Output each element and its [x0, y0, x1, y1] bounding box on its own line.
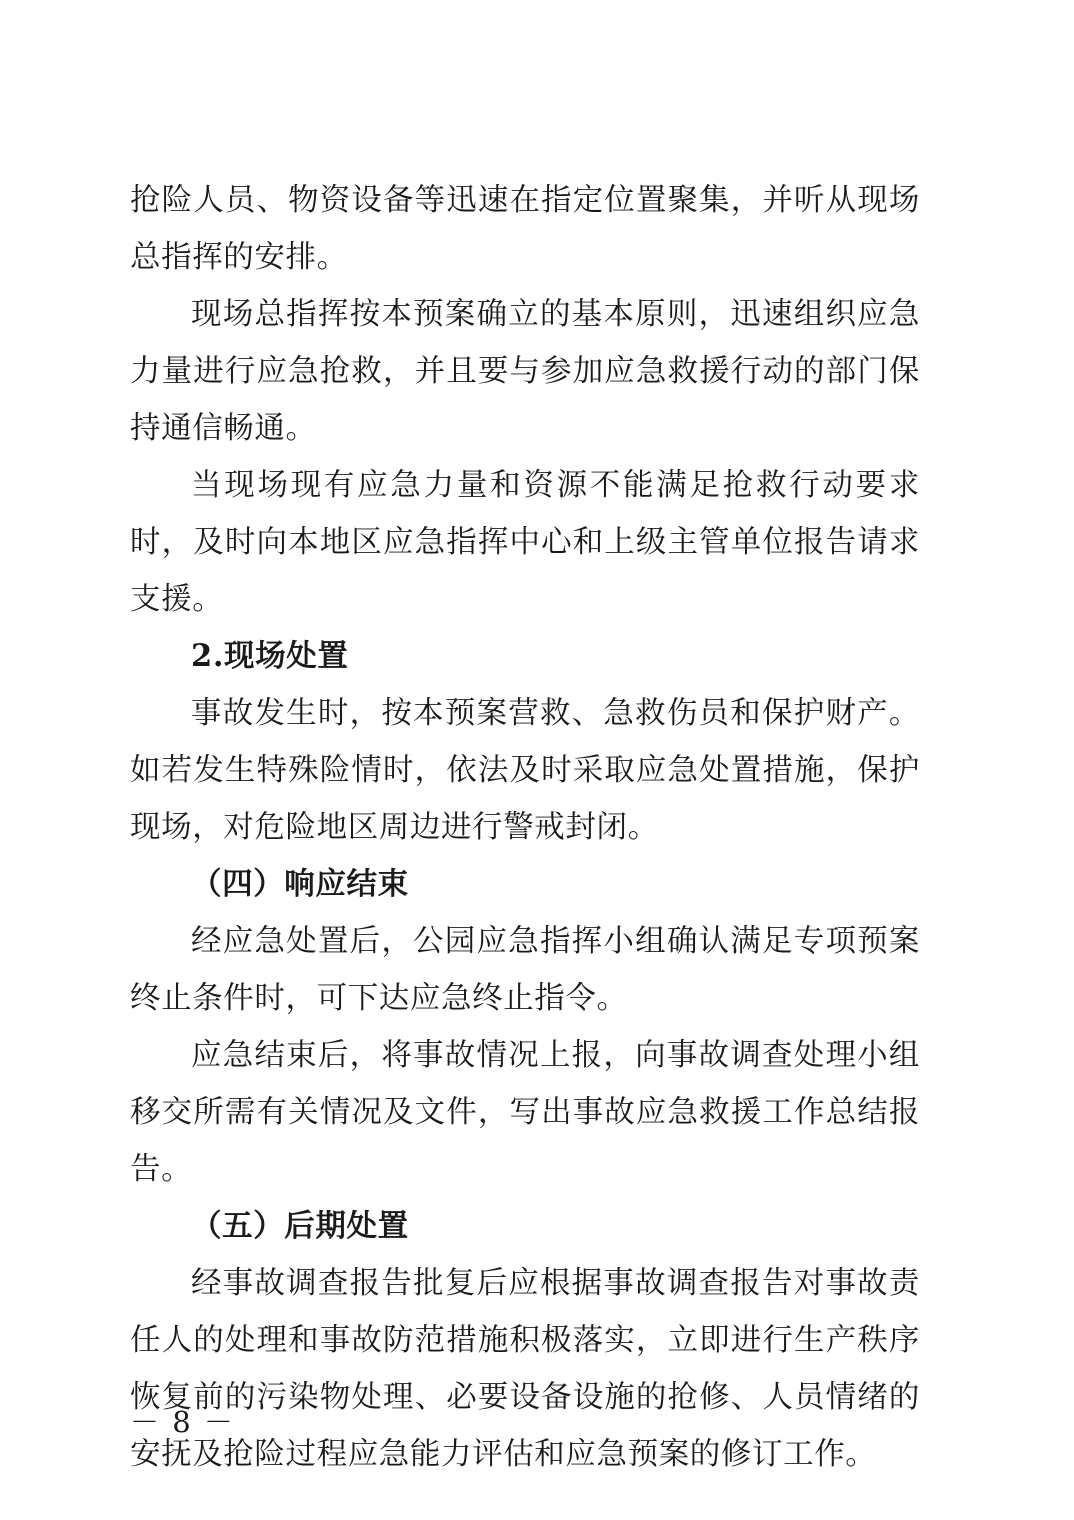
heading-site-disposal: 2.现场处置 [191, 638, 349, 674]
paragraph-2: 现场总指挥按本预案确立的基本原则，迅速组织应急力量进行应急抢救，并且要与参加应急救援行动的部门保持通信畅通。 [130, 297, 920, 446]
paragraph-1: 抢险人员、物资设备等迅速在指定位置聚集，并听从现场总指挥的安排。 [130, 183, 920, 275]
heading-post-disposal: （五）后期处置 [191, 1208, 409, 1244]
page-number: － 8 － [130, 1405, 235, 1439]
paragraph-6: 应急结束后，将事故情况上报，向事故调查处理小组移交所需有关情况及文件，写出事故应急救援工作总结报告。 [130, 1038, 920, 1187]
paragraph-4: 事故发生时，按本预案营救、急救伤员和保护财产。如若发生特殊险情时，依法及时采取应急处置措施，保护现场，对危险地区周边进行警戒封闭。 [130, 696, 920, 845]
paragraph-5: 经应急处置后，公园应急指挥小组确认满足专项预案终止条件时，可下达应急终止指令。 [130, 924, 920, 1016]
paragraph-7: 经事故调查报告批复后应根据事故调查报告对事故责任人的处理和事故防范措施积极落实，立即进行生产秩序恢复前的污染物处理、必要设备设施的抢修、人员情绪的安抚及抢险过程应急能力评估和应急预案的修订工作。 [130, 1266, 920, 1472]
document-body [130, 172, 920, 1483]
paragraph-3: 当现场现有应急力量和资源不能满足抢救行动要求时，及时向本地区应急指挥中心和上级主管单位报告请求支援。 [130, 468, 920, 617]
heading-response-end: （四）响应结束 [191, 866, 409, 902]
